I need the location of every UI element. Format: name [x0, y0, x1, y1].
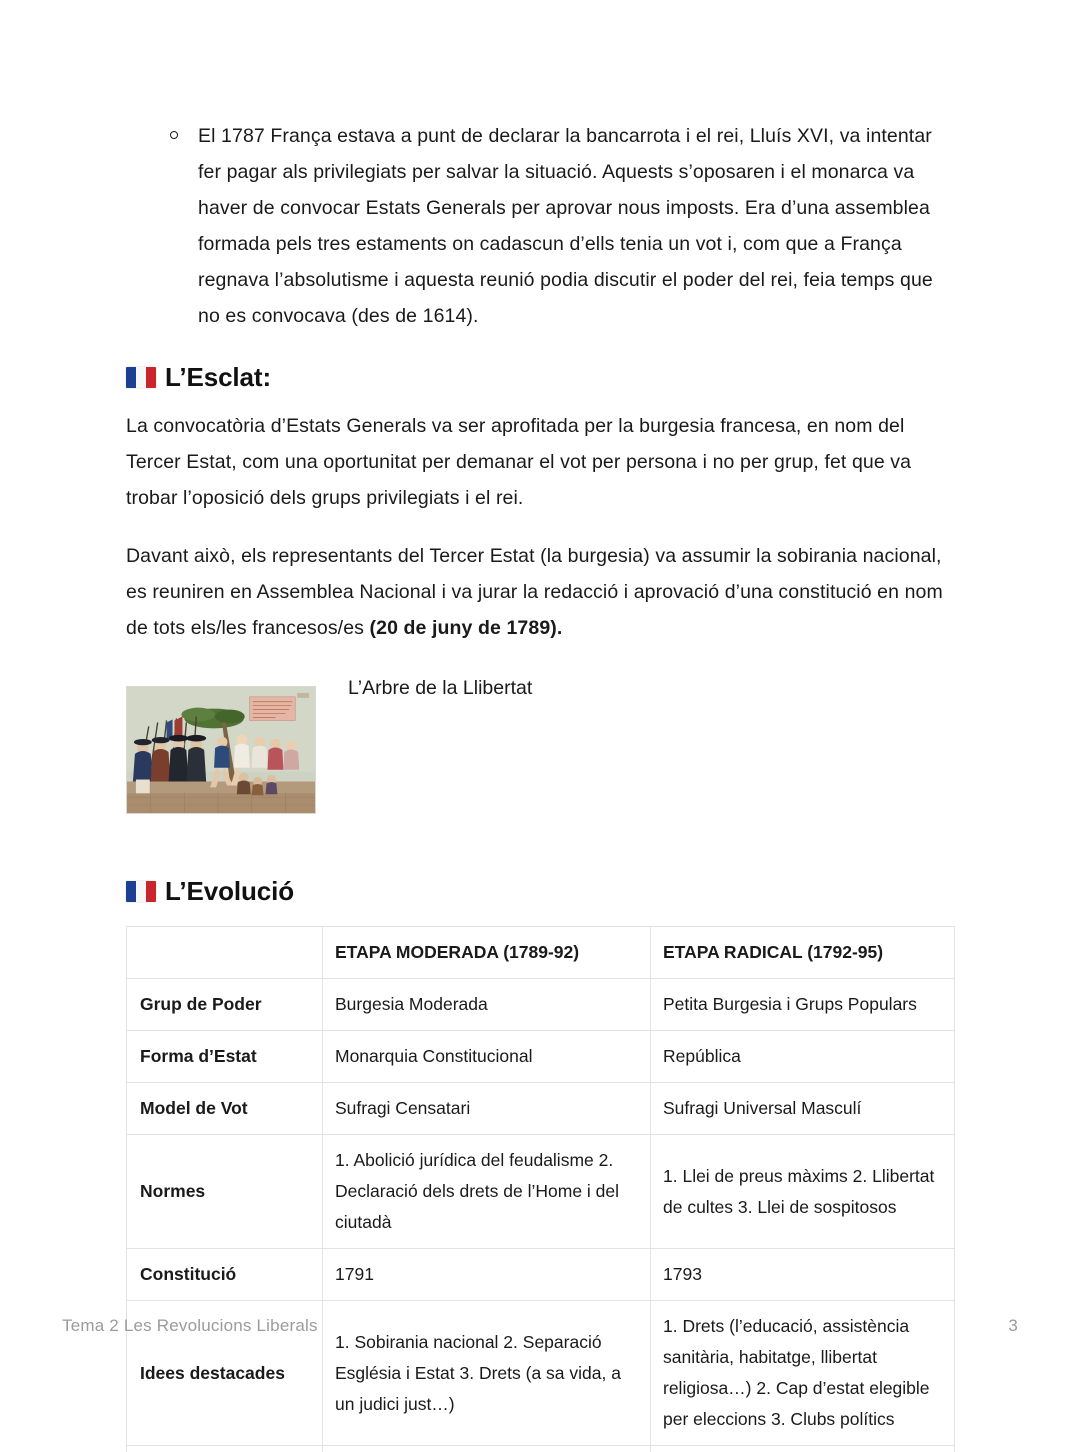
table-row-label: Grup de Poder	[127, 979, 323, 1031]
heading-esclat	[126, 360, 954, 394]
table-cell-radical: 1. Llei de preus màxims 2. Llibertat de cultes 3. Llei de sospitosos	[651, 1135, 955, 1249]
table-row	[127, 1031, 955, 1083]
page-content	[126, 118, 954, 1452]
comparison-table	[126, 926, 955, 1452]
flag-france-icon	[126, 367, 156, 388]
figure-caption: L’Arbre de la Llibertat	[348, 672, 532, 704]
table-row	[127, 1083, 955, 1135]
heading-evolucio	[126, 874, 954, 908]
table-row-label: Model de Vot	[127, 1083, 323, 1135]
figure-liberty-tree	[126, 672, 954, 814]
table-cell-moderada: 1. Sobirania nacional 2. Separació Església i Estat 3. Drets (a sa vida, a un judici just…)	[323, 1301, 651, 1446]
table-cell-clipped	[323, 1446, 651, 1452]
heading-evolucio-label: L’Evolució	[165, 874, 294, 908]
table-cell-radical: 1. Drets (l’educació, assistència sanitària, habitatge, llibertat religiosa…) 2. Cap d’estat elegible per eleccions 3. Clubs polítics	[651, 1301, 955, 1446]
table-cell-clipped	[651, 1446, 955, 1452]
paragraph-esclat-2-lead: Davant això, els representants del Tercer Estat (la burgesia) va assumir la sobirania nacional, es reuniren en Assemblea Nacional i va jurar la redacció i aprovació d’una constitució en nom de tots els/les francesos/es	[126, 545, 943, 639]
table-cell-radical: 1793	[651, 1249, 955, 1301]
paragraph-esclat-2-date: (20 de juny de 1789).	[370, 617, 563, 639]
bullet-circle-icon	[170, 131, 178, 139]
table-row	[127, 979, 955, 1031]
table-row-label: Idees destacades	[127, 1301, 323, 1446]
table-row-label: Forma d’Estat	[127, 1031, 323, 1083]
table-column-header-moderada: ETAPA MODERADA (1789-92)	[323, 927, 651, 979]
paragraph-esclat-2	[126, 538, 954, 646]
table-cell-clipped	[127, 1446, 323, 1452]
table-cell-moderada: 1791	[323, 1249, 651, 1301]
table-row	[127, 1135, 955, 1249]
table-cell-moderada: Burgesia Moderada	[323, 979, 651, 1031]
flag-france-icon	[126, 881, 156, 902]
footer-document-title: Tema 2 Les Revolucions Liberals	[62, 1316, 318, 1336]
table-header-row	[127, 927, 955, 979]
table-row-label: Normes	[127, 1135, 323, 1249]
table-row-clipped	[127, 1446, 955, 1452]
intro-bullet-list	[126, 118, 954, 334]
list-item	[126, 118, 954, 334]
table-row-label: Constitució	[127, 1249, 323, 1301]
table-cell-radical: Petita Burgesia i Grups Populars	[651, 979, 955, 1031]
table-corner-cell	[127, 927, 323, 979]
heading-esclat-label: L’Esclat:	[165, 360, 271, 394]
table-cell-moderada: Monarquia Constitucional	[323, 1031, 651, 1083]
table-cell-radical: República	[651, 1031, 955, 1083]
page-footer	[62, 1316, 1018, 1336]
figure-image	[126, 686, 316, 814]
table-row	[127, 1249, 955, 1301]
comparison-table-body	[127, 927, 955, 1452]
table-cell-moderada: 1. Abolició jurídica del feudalisme 2. Declaració dels drets de l’Home i del ciutadà	[323, 1135, 651, 1249]
list-item-text: El 1787 França estava a punt de declarar la bancarrota i el rei, Lluís XVI, va intentar fer pagar als privilegiats per salvar la situació. Aquests s’oposaren i el monarca va haver de convocar Estats Generals per aprovar nous imposts. Era d’una assemblea formada pels tres estaments on cadascun d’ells tenia un vot i, com que a França regnava l’absolutisme i aquesta reunió podia discutir el poder del rei, feia temps que no es convocava (des de 1614).	[198, 125, 933, 327]
table-column-header-radical: ETAPA RADICAL (1792-95)	[651, 927, 955, 979]
footer-page-number: 3	[1008, 1316, 1018, 1336]
table-cell-radical: Sufragi Universal Masculí	[651, 1083, 955, 1135]
paragraph-esclat-1: La convocatòria d’Estats Generals va ser aprofitada per la burgesia francesa, en nom del Tercer Estat, com una oportunitat per demanar el vot per persona i no per grup, fet que va trobar l’oposició dels grups privilegiats i el rei.	[126, 408, 954, 516]
table-cell-moderada: Sufragi Censatari	[323, 1083, 651, 1135]
